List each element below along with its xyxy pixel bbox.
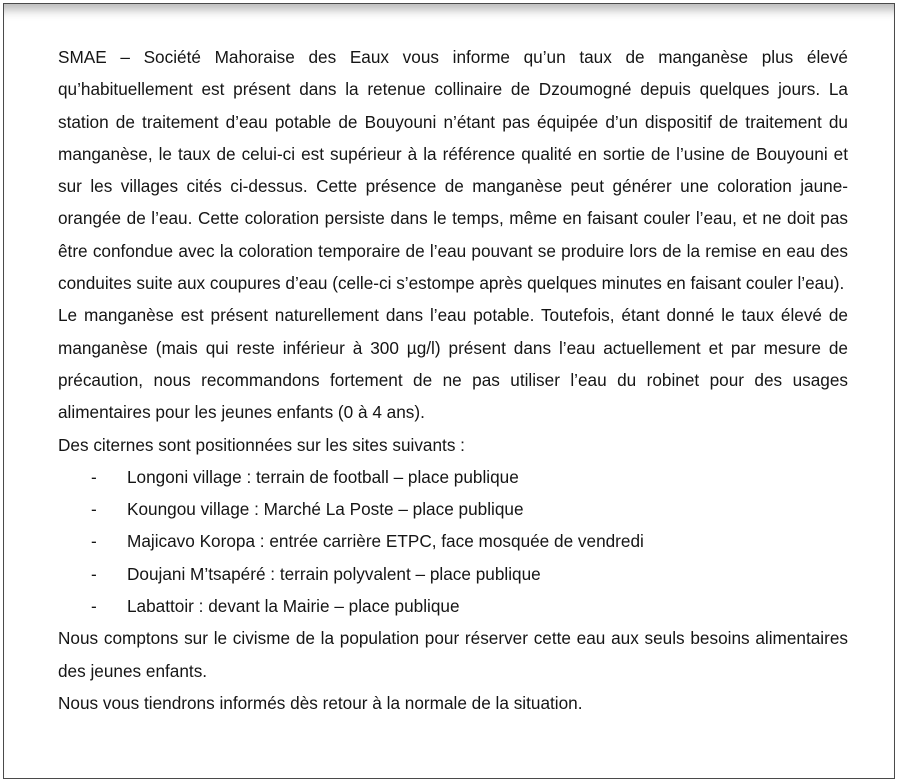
bullet-dash: -	[91, 499, 97, 520]
list-item	[58, 525, 848, 557]
sites-intro: Des citernes sont positionnées sur les sites suivants :	[58, 434, 465, 455]
list-item	[58, 493, 848, 525]
site-label: Doujani M’tsapéré : terrain polyvalent – place publique	[127, 563, 541, 584]
notice-body	[58, 41, 848, 719]
notice-frame	[3, 3, 895, 779]
bullet-dash: -	[91, 531, 97, 552]
bullet-dash: -	[91, 563, 97, 584]
list-item	[58, 590, 848, 622]
bullet-dash: -	[91, 596, 97, 617]
notice-paragraph-closing: Nous vous tiendrons informés dès retour à la normale de la situation.	[58, 692, 583, 713]
notice-paragraph-manganese-info: SMAE – Société Mahoraise des Eaux vous informe qu’un taux de manganèse plus élevé qu’habituellement est présent dans la retenue collinaire de Dzoumogné depuis quelques jours. La station de traitement d’eau potable de Bouyouni n’étant pas équipée d’un dispositif de traitement du manganèse, le taux de celui-ci est supérieur à la référence qualité en sortie de l’usine de Bouyouni et sur les villages cités ci-dessus. Cette présence de manganèse peut générer une coloration jaune-orangée de l’eau. Cette coloration persiste dans le temps, même en faisant couler l’eau, et ne doit pas être confondue avec la coloration temporaire de l’eau pouvant se produire lors de la remise en eau des conduites suite aux coupures d’eau (celle-ci s’estompe après quelques minutes en faisant couler l’eau).	[58, 47, 848, 294]
site-label: Longoni village : terrain de football – place publique	[127, 466, 519, 487]
site-label: Labattoir : devant la Mairie – place publique	[127, 596, 460, 617]
site-label: Koungou village : Marché La Poste – place publique	[127, 499, 524, 520]
notice-paragraph-civism: Nous comptons sur le civisme de la population pour réserver cette eau aux seuls besoins alimentaires des jeunes enfants.	[58, 628, 848, 681]
notice-paragraph-recommendation: Le manganèse est présent naturellement dans l’eau potable. Toutefois, étant donné le taux élevé de manganèse (mais qui reste inférieur à 300 µg/l) présent dans l’eau actuellement et par mesure de précaution, nous recommandons fortement de ne pas utiliser l’eau du robinet pour des usages alimentaires pour les jeunes enfants (0 à 4 ans).	[58, 305, 848, 423]
list-item	[58, 558, 848, 590]
bullet-dash: -	[91, 466, 97, 487]
list-item	[58, 461, 848, 493]
sites-list	[58, 461, 848, 622]
site-label: Majicavo Koropa : entrée carrière ETPC, face mosquée de vendredi	[127, 531, 644, 552]
